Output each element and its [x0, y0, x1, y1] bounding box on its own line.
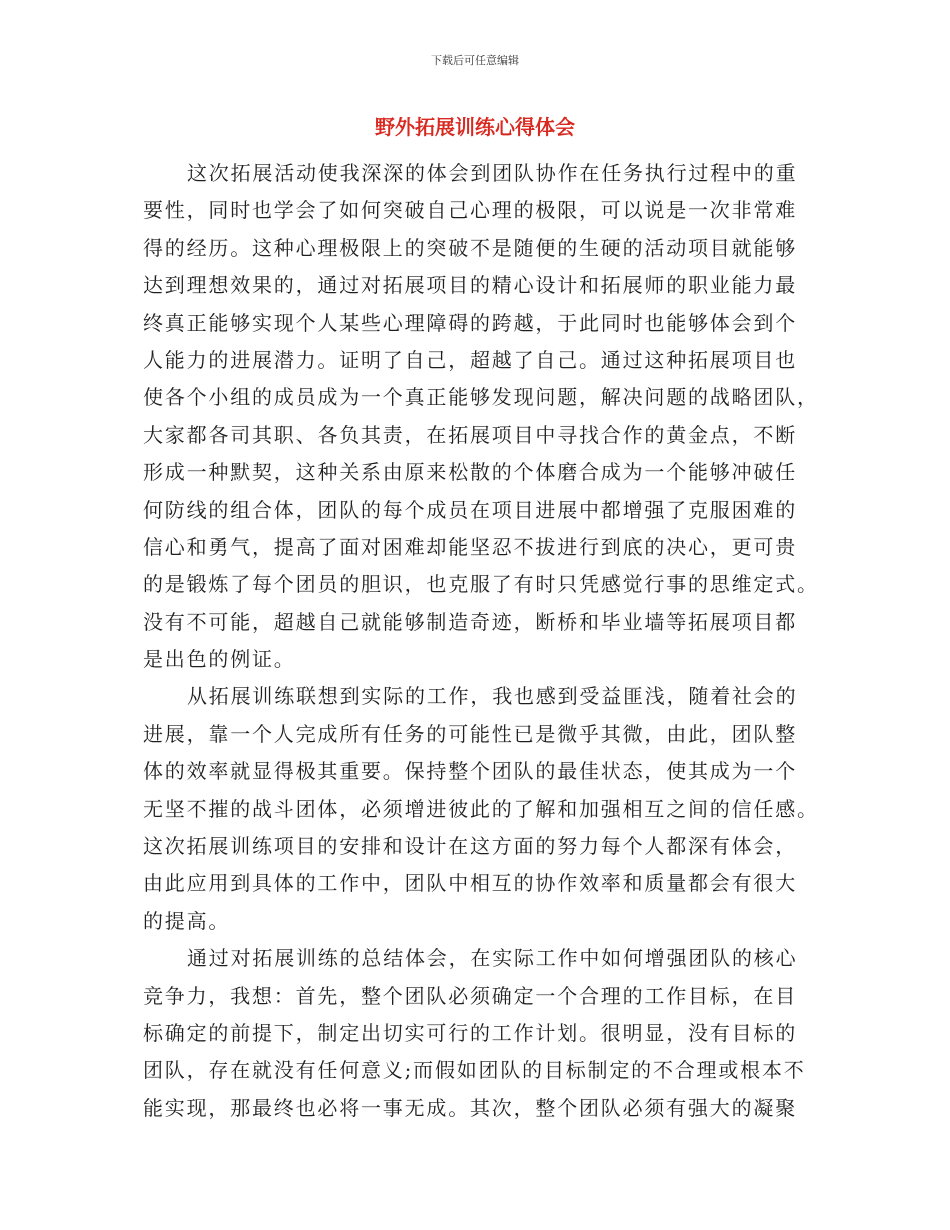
paragraph-line: 得的经历。这种心理极限上的突破不是随便的生硬的活动项目就能够 [143, 235, 797, 260]
paragraph-line: 信心和勇气，提高了面对困难却能坚忍不拔进行到底的决心，更可贵 [143, 534, 797, 559]
paragraph-line: 没有不可能，超越自己就能够制造奇迹，断桥和毕业墙等拓展项目都 [143, 609, 797, 634]
paragraph-line: 通过对拓展训练的总结体会，在实际工作中如何增强团队的核心 [187, 946, 798, 971]
document-body [143, 155, 823, 1127]
paragraph-line: 形成一种默契，这种关系由原来松散的个体磨合成为一个能够冲破任 [143, 460, 797, 485]
paragraph-line: 由此应用到具体的工作中，团队中相互的协作效率和质量都会有很大 [143, 871, 797, 896]
paragraph-line: 从拓展训练联想到实际的工作，我也感到受益匪浅，随着社会的 [187, 684, 798, 709]
paragraph-line: 何防线的组合体，团队的每个成员在项目进展中都增强了克服困难的 [143, 497, 797, 522]
paragraph-line: 的提高。 [143, 908, 231, 933]
paragraph-line: 人能力的进展潜力。证明了自己，超越了自己。通过这种拓展项目也 [143, 347, 797, 372]
paragraph-line: 团队，存在就没有任何意义;而假如团队的目标制定的不合理或根本不 [143, 1058, 806, 1083]
paragraph-line: 要性，同时也学会了如何突破自己心理的极限，可以说是一次非常难 [143, 198, 797, 223]
paragraph-line: 体的效率就显得极其重要。保持整个团队的最佳状态，使其成为一个 [143, 759, 797, 784]
paragraph-line: 无坚不摧的战斗团体，必须增进彼此的了解和加强相互之间的信任感。 [143, 796, 819, 821]
paragraph-line: 这次拓展活动使我深深的体会到团队协作在任务执行过程中的重 [187, 161, 798, 185]
paragraph-line: 这次拓展训练项目的安排和设计在这方面的努力每个人都深有体会， [143, 834, 797, 859]
paragraph-line: 是出色的例证。 [143, 647, 296, 672]
paragraph-line: 的是锻炼了每个团员的胆识，也克服了有时只凭感觉行事的思维定式。 [143, 572, 819, 597]
paragraph-line: 进展，靠一个人完成所有任务的可能性已是微乎其微，由此，团队整 [143, 721, 797, 746]
paragraph-line: 终真正能够实现个人某些心理障碍的跨越，于此同时也能够体会到个 [143, 310, 797, 335]
paragraph-line: 竞争力，我想：首先，整个团队必须确定一个合理的工作目标，在目 [143, 983, 797, 1008]
paragraph-line: 大家都各司其职、各负其责，在拓展项目中寻找合作的黄金点，不断 [143, 422, 797, 447]
paragraph-line: 标确定的前提下，制定出切实可行的工作计划。很明显，没有目标的 [143, 1020, 797, 1045]
paragraph-line: 使各个小组的成员成为一个真正能够发现问题，解决问题的战略团队， [143, 385, 819, 410]
paragraph-line: 能实现，那最终也必将一事无成。其次，整个团队必须有强大的凝聚 [143, 1095, 797, 1120]
document-title: 野外拓展训练心得体会 [375, 115, 575, 139]
paragraph-line: 达到理想效果的，通过对拓展项目的精心设计和拓展师的职业能力最 [143, 273, 797, 298]
header-note: 下载后可任意编辑 [431, 54, 519, 67]
